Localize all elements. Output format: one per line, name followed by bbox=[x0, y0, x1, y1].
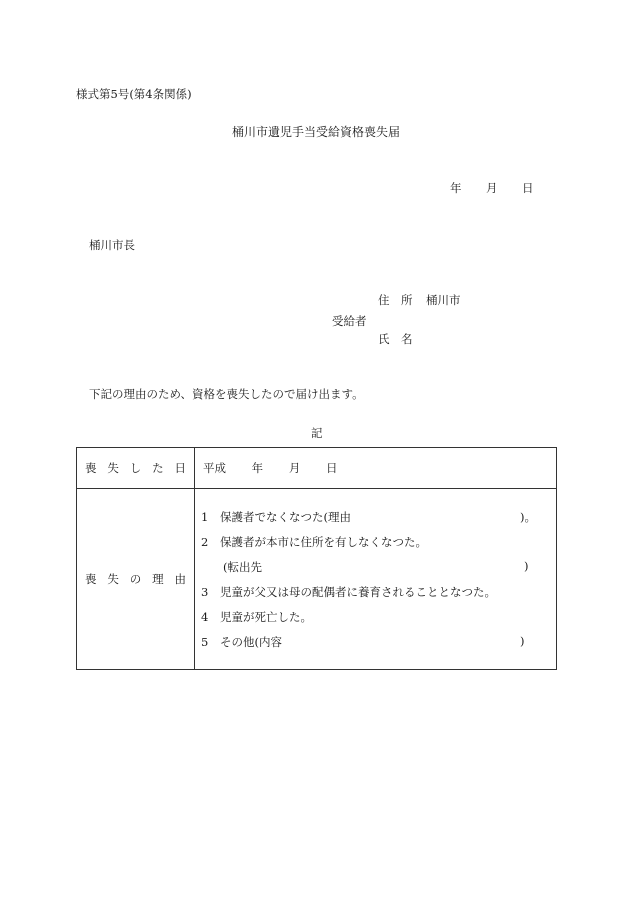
reason-close: )。 bbox=[520, 510, 536, 524]
label-char: の bbox=[129, 572, 142, 586]
reason-item-3[interactable] bbox=[201, 584, 496, 600]
loss-date-row bbox=[77, 448, 557, 489]
intro-text: 下記の理由のため、資格を喪失したので届け出ます。 bbox=[89, 387, 364, 401]
label-char: 日 bbox=[174, 461, 186, 475]
reason-item-1[interactable] bbox=[201, 509, 551, 525]
date-line bbox=[450, 180, 534, 196]
reason-text: 児童が父又は母の配偶者に養育されることとなつた。 bbox=[219, 585, 496, 599]
applicant-role: 受給者 bbox=[332, 314, 367, 328]
reason-number: 5 bbox=[201, 635, 209, 649]
date-month: 月 bbox=[288, 461, 301, 475]
date-day: 日 bbox=[522, 181, 534, 195]
label-char: 失 bbox=[107, 572, 119, 586]
loss-table bbox=[76, 447, 557, 670]
date-era: 平成 bbox=[203, 461, 226, 475]
label-char: た bbox=[152, 461, 164, 475]
label-char: し bbox=[129, 461, 142, 475]
reason-text: その他(内容 bbox=[219, 635, 282, 649]
form-number: 様式第5号(第4条関係) bbox=[76, 87, 192, 101]
address-value: 桶川市 bbox=[426, 293, 461, 307]
date-year: 年 bbox=[251, 461, 264, 475]
reason-item-2-destination[interactable] bbox=[201, 559, 551, 575]
reason-number: 2 bbox=[201, 535, 209, 549]
label-char: 失 bbox=[107, 461, 119, 475]
label-char: 喪 bbox=[85, 572, 97, 586]
date-year: 年 bbox=[450, 181, 462, 195]
addressee: 桶川市長 bbox=[89, 238, 135, 252]
label-char: 喪 bbox=[85, 461, 97, 475]
date-day: 日 bbox=[325, 461, 338, 475]
date-month: 月 bbox=[486, 181, 498, 195]
reason-number: 3 bbox=[201, 585, 209, 599]
label-char: 理 bbox=[152, 572, 164, 586]
reason-close: ) bbox=[524, 559, 529, 573]
reason-item-5[interactable] bbox=[201, 634, 551, 650]
page-title: 桶川市遺児手当受給資格喪失届 bbox=[232, 125, 401, 139]
reason-number: 1 bbox=[201, 510, 209, 524]
address-label: 住 所 bbox=[378, 293, 413, 307]
loss-date-value[interactable] bbox=[195, 448, 557, 489]
loss-reason-list bbox=[195, 489, 557, 670]
reason-text: 保護者が本市に住所を有しなくなつた。 bbox=[219, 535, 427, 549]
loss-reason-row bbox=[77, 489, 557, 670]
reason-item-2[interactable] bbox=[201, 534, 427, 550]
reason-item-4[interactable] bbox=[201, 609, 312, 625]
reason-text: (転出先 bbox=[223, 560, 262, 574]
reason-text: 保護者でなくなつた(理由 bbox=[219, 510, 351, 524]
label-char: 由 bbox=[174, 572, 186, 586]
reason-close: ) bbox=[520, 634, 525, 648]
ki-heading: 記 bbox=[311, 426, 323, 440]
reason-text: 児童が死亡した。 bbox=[219, 610, 312, 624]
loss-reason-label bbox=[77, 489, 195, 670]
name-label: 氏 名 bbox=[378, 332, 413, 346]
loss-date-label bbox=[77, 448, 195, 489]
reason-number: 4 bbox=[201, 610, 209, 624]
